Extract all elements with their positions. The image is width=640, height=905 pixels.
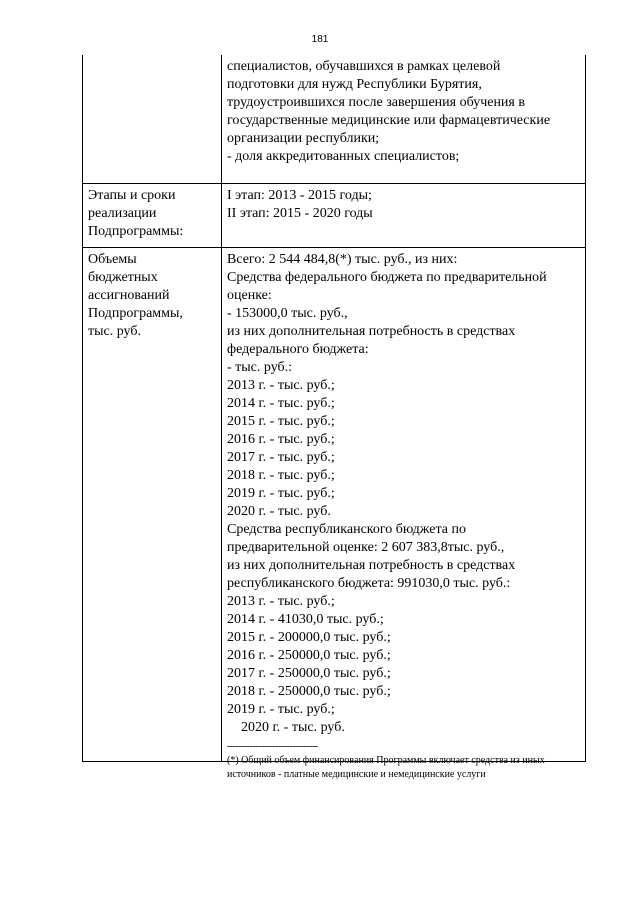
budget-line: 2016 г. - 250000,0 тыс. руб.;: [227, 648, 391, 663]
budget-line: 2013 г. - тыс. руб.;: [227, 378, 335, 393]
budget-line: 2020 г. - тыс. руб.: [227, 504, 331, 519]
row1-left-cell: [83, 55, 222, 183]
budget-line: оценке:: [227, 288, 272, 303]
budget-line: - тыс. руб.:: [227, 360, 293, 375]
row1-text-line: подготовки для нужд Республики Бурятия,: [227, 77, 482, 92]
budget-line: 2014 г. - тыс. руб.;: [227, 396, 335, 411]
row1-text-line: - доля аккредитованных специалистов;: [227, 149, 460, 164]
budget-label-line: Подпрограммы,: [88, 306, 183, 321]
budget-last-line: 2020 г. - тыс. руб.: [241, 720, 345, 735]
page-number: 181: [311, 34, 329, 45]
budget-line: из них дополнительная потребность в средствах: [227, 324, 516, 339]
budget-label-line: бюджетных: [88, 270, 158, 285]
budget-line: из них дополнительная потребность в средствах: [227, 558, 516, 573]
stages-label-line: Этапы и сроки: [88, 188, 176, 203]
budget-line: Средства республиканского бюджета по: [227, 522, 466, 537]
stage-line: II этап: 2015 - 2020 годы: [227, 206, 373, 221]
row1-text-line: организации республики;: [227, 131, 380, 146]
table-row-indicators: [83, 55, 585, 183]
row1-right-cell: [222, 55, 585, 183]
budget-line: 2018 г. - тыс. руб.;: [227, 468, 335, 483]
budget-line: 2013 г. - тыс. руб.;: [227, 594, 335, 609]
passport-table: [82, 55, 586, 780]
budget-line: федерального бюджета:: [227, 342, 369, 357]
stages-label-line: реализации: [88, 206, 157, 221]
budget-line: 2016 г. - тыс. руб.;: [227, 432, 335, 447]
budget-line: - 153000,0 тыс. руб.,: [227, 306, 348, 321]
budget-label-line: тыс. руб.: [88, 324, 141, 339]
budget-line: 2017 г. - 250000,0 тыс. руб.;: [227, 666, 391, 681]
budget-line: 2019 г. - тыс. руб.;: [227, 702, 335, 717]
budget-line: предварительной оценке: 2 607 383,8тыс. руб.,: [227, 540, 505, 555]
budget-line: Всего: 2 544 484,8(*) тыс. руб., из них:: [227, 252, 458, 267]
table-row-budget: [83, 248, 585, 780]
budget-line: 2018 г. - 250000,0 тыс. руб.;: [227, 684, 391, 699]
budget-label-line: Объемы: [88, 252, 137, 267]
budget-line: Средства федерального бюджета по предварительной: [227, 270, 547, 285]
footnote-separator: --------------------------------: [227, 741, 318, 752]
budget-line: 2015 г. - 200000,0 тыс. руб.;: [227, 630, 391, 645]
budget-line: 2017 г. - тыс. руб.;: [227, 450, 335, 465]
budget-value-cell: [222, 248, 585, 780]
row1-text-line: специалистов, обучавшихся в рамках целевой: [227, 59, 501, 74]
row1-text-line: государственные медицинские или фармацевтические: [227, 113, 551, 128]
budget-label-cell: [83, 248, 222, 761]
budget-line: 2015 г. - тыс. руб.;: [227, 414, 335, 429]
footnote-line: источников - платные медицинские и немедицинские услуги: [227, 769, 486, 780]
budget-line: республиканского бюджета: 991030,0 тыс. руб.:: [227, 576, 511, 591]
stages-label-line: Подпрограммы:: [88, 224, 184, 239]
row1-text-line: трудоустроившихся после завершения обучения в: [227, 95, 525, 110]
budget-line: 2019 г. - тыс. руб.;: [227, 486, 335, 501]
stage-line: I этап: 2013 - 2015 годы;: [227, 188, 372, 203]
footnote-line: (*) Общий объем финансирования Программы включает средства из иных: [227, 755, 545, 766]
budget-line: 2014 г. - 41030,0 тыс. руб.;: [227, 612, 384, 627]
budget-label-line: ассигнований: [88, 288, 170, 303]
